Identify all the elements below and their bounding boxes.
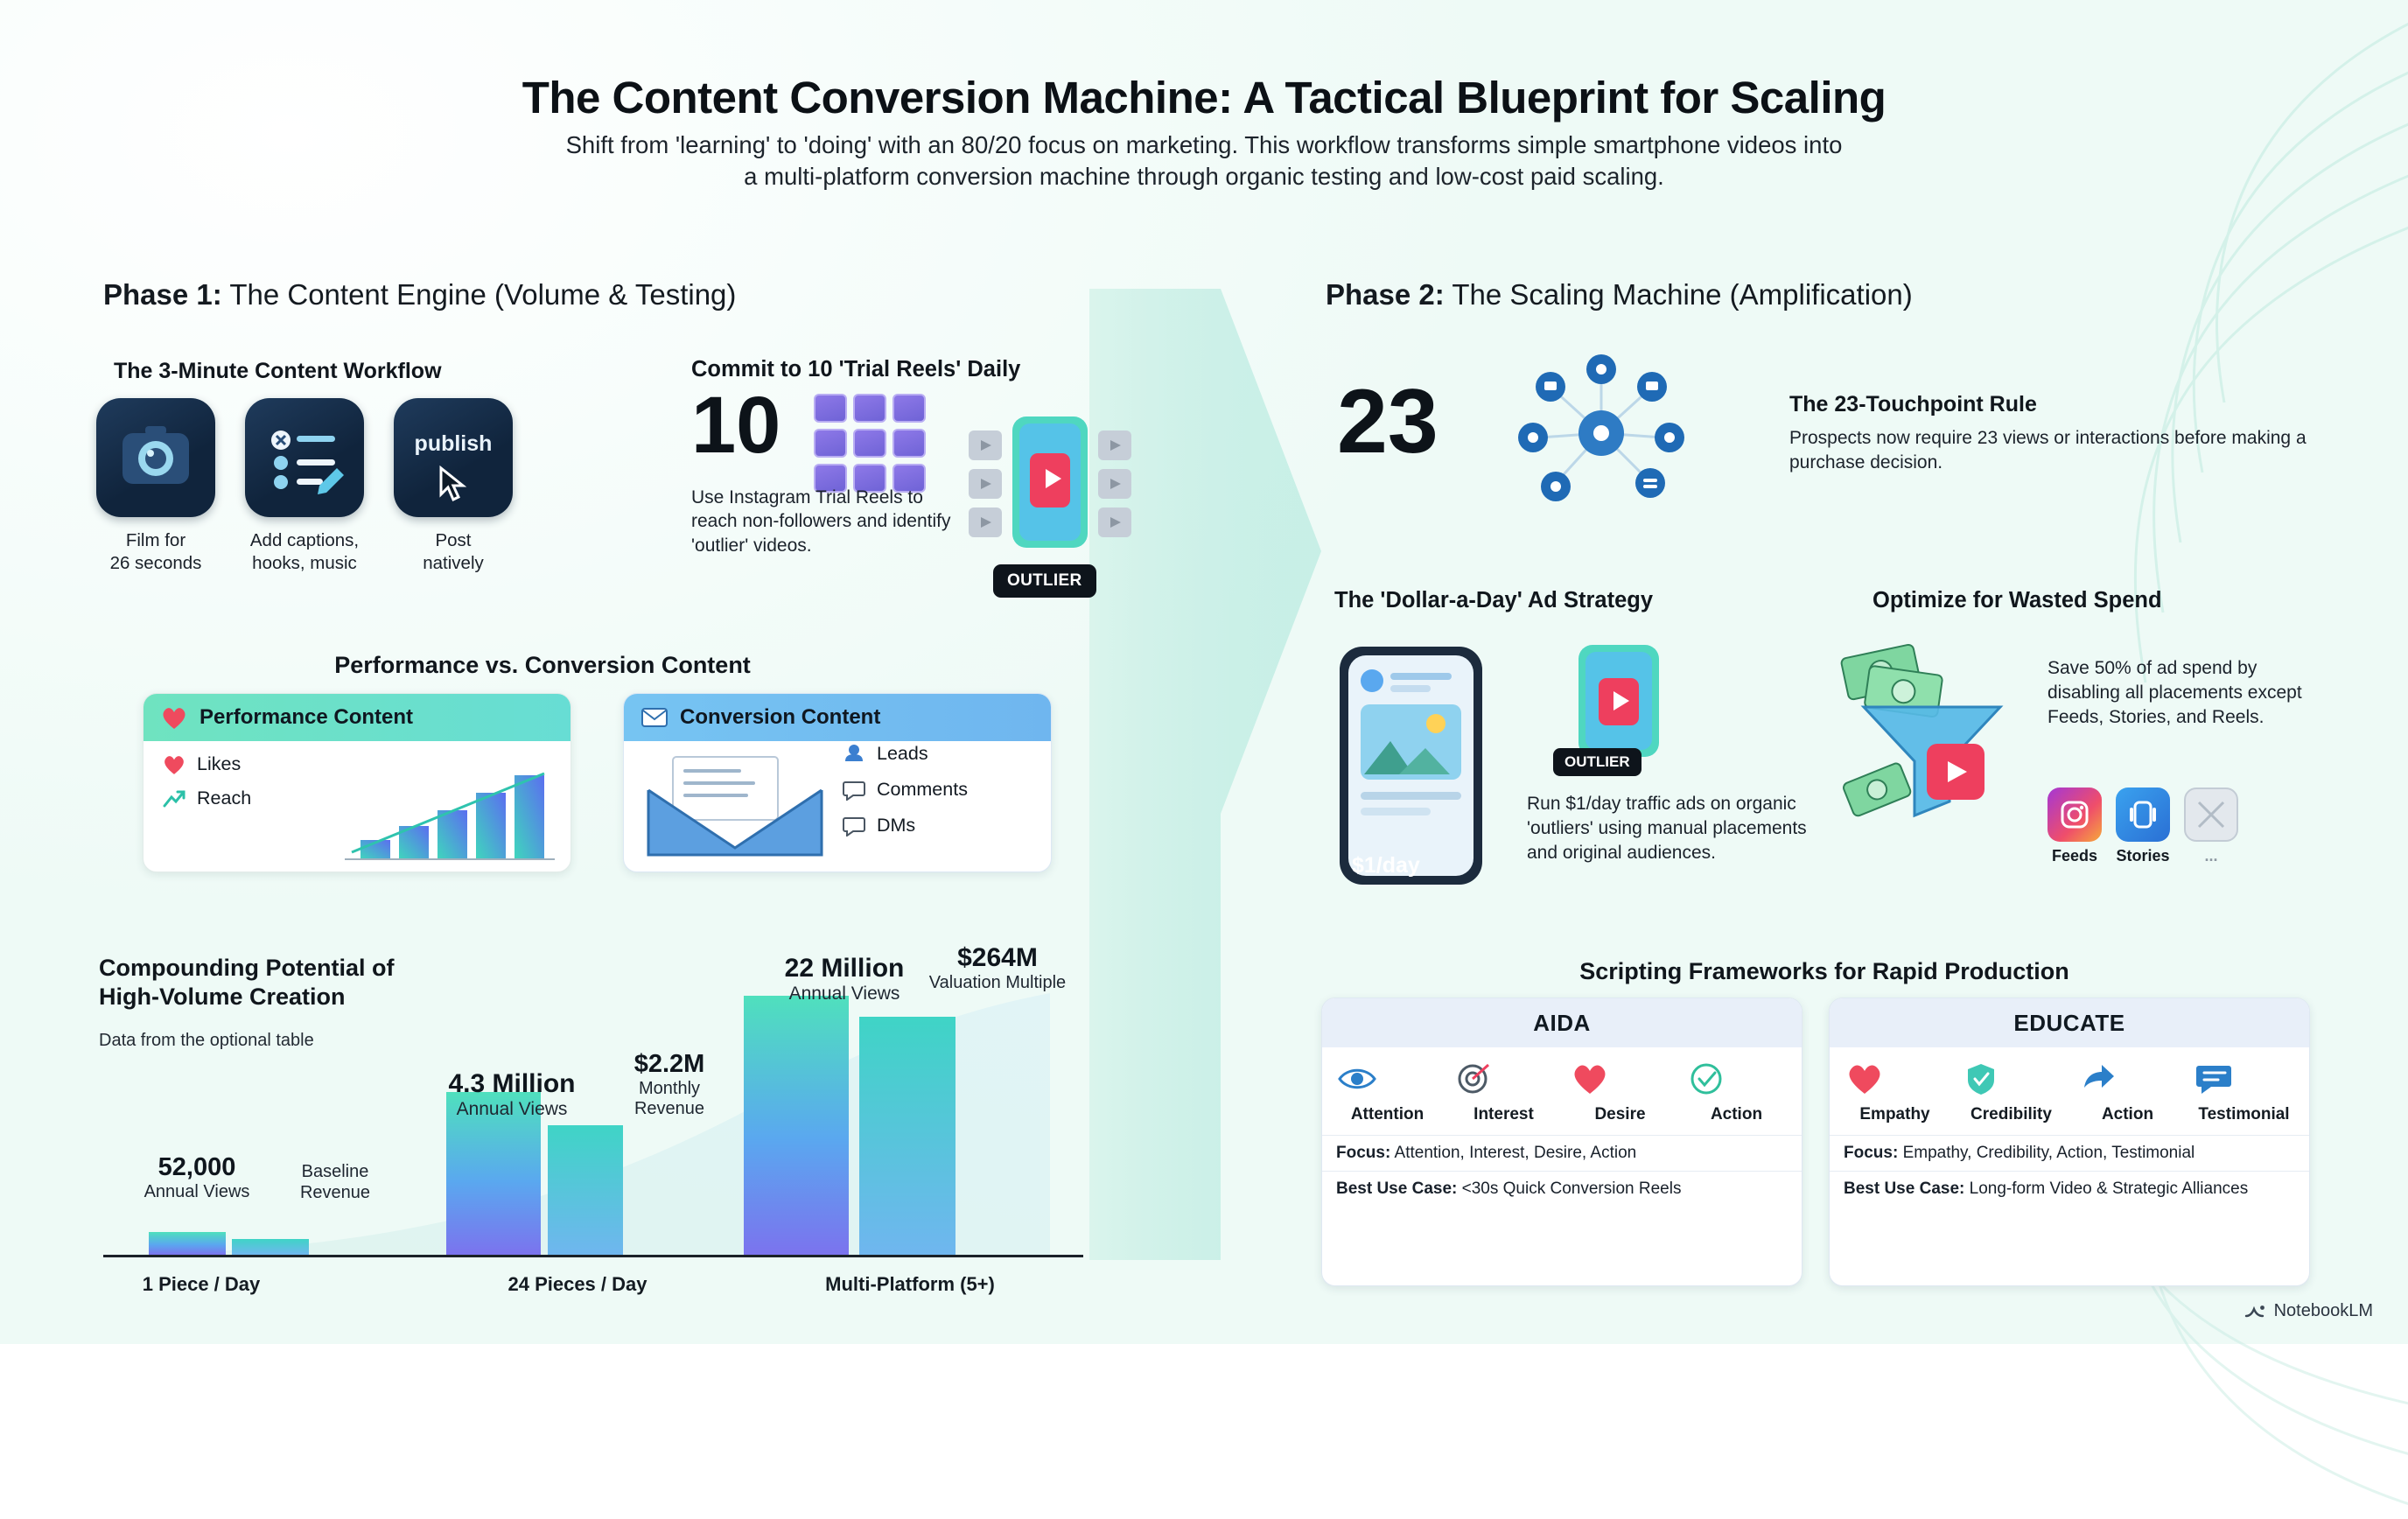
aida-interest [1453, 1061, 1555, 1124]
educate-credibility [1961, 1061, 2062, 1124]
heart-icon [163, 754, 186, 775]
compounding-subtitle: Data from the optional table [99, 1031, 314, 1050]
workflow-step-publish-line1: Post [435, 530, 472, 550]
workflow-step-film [96, 398, 215, 574]
educate-action-label: Action [2101, 1105, 2154, 1124]
workflow-step-publish-line2: natively [423, 552, 484, 573]
conversion-content-card [623, 693, 1052, 872]
target-icon [1453, 1061, 1555, 1096]
workflow-step-film-line2: 26 seconds [109, 552, 202, 573]
educate-action [2077, 1061, 2179, 1124]
leads-icon [843, 744, 865, 765]
outlier-phone-icon [967, 411, 1133, 586]
conversion-item-comments [843, 779, 968, 801]
aida-action-label: Action [1710, 1105, 1763, 1124]
reach-arrow-icon [163, 788, 186, 809]
workflow-steps [96, 398, 513, 574]
performance-item-likes-label: Likes [197, 753, 242, 774]
chart-label-1-piece: 52,000 Annual Views [144, 1153, 250, 1201]
workflow-title: The 3-Minute Content Workflow [114, 359, 442, 383]
workflow-step-captions-line2: hooks, music [252, 552, 357, 573]
chart-label-multi-views: 22 Million Annual Views [784, 954, 905, 1004]
aida-use-row [1322, 1171, 1802, 1207]
phase-1-heading [103, 278, 736, 312]
aida-use-value: <30s Quick Conversion Reels [1461, 1180, 1682, 1198]
placement-disabled [2184, 788, 2238, 865]
conversion-item-dms-label: DMs [877, 815, 916, 836]
envelope-icon [641, 707, 668, 728]
shield-check-icon [1961, 1061, 2062, 1096]
aida-desire-label: Desire [1594, 1105, 1646, 1124]
phase-2-label: Phase 2: [1326, 278, 1445, 311]
touchpoint-title: The 23-Touchpoint Rule [1789, 392, 2037, 416]
publish-label: publish [414, 431, 493, 456]
touchpoint-text: Prospects now require 23 views or interactions before making a purchase decision. [1789, 428, 2306, 472]
compounding-title-line1: Compounding Potential of [99, 955, 395, 981]
conversion-item-dms [843, 815, 968, 836]
dollar-a-day-phone-label: $1/day [1352, 853, 1420, 878]
aida-desire [1570, 1061, 1671, 1124]
heart-icon [161, 706, 187, 730]
aida-attention-label: Attention [1350, 1105, 1424, 1124]
chart-label-24-pieces-revenue: $2.2M Monthly Revenue [634, 1050, 705, 1118]
aida-focus-row [1322, 1135, 1802, 1171]
chart-category-1: 1 Piece / Day [142, 1273, 261, 1295]
placement-disabled-label: ... [2204, 847, 2218, 864]
grid-cell [814, 429, 847, 458]
chart-label-baseline: Baseline Revenue [299, 1162, 371, 1202]
performance-content-header: Performance Content [200, 705, 414, 729]
notebooklm-icon [2244, 1302, 2265, 1321]
dollar-a-day-title: The 'Dollar-a-Day' Ad Strategy [1334, 588, 1654, 612]
grid-cell [814, 394, 847, 423]
educate-testimonial [2194, 1061, 2295, 1124]
disabled-placement-icon [2184, 788, 2238, 842]
trial-reels-number: 10 [691, 381, 781, 470]
phase-1-label: Phase 1: [103, 278, 222, 311]
aida-use-label: Best Use Case: [1336, 1180, 1458, 1198]
educate-focus-label: Focus: [1844, 1144, 1899, 1162]
placement-feeds-label: Feeds [2051, 847, 2098, 864]
placement-list [2048, 788, 2238, 865]
camera-icon [96, 398, 215, 517]
educate-empathy-label: Empathy [1859, 1105, 1930, 1124]
captions-edit-icon [245, 398, 364, 517]
aida-focus-label: Focus: [1336, 1144, 1391, 1162]
outlier-badge: OUTLIER [993, 564, 1096, 598]
aida-focus-value: Attention, Interest, Desire, Action [1394, 1144, 1637, 1162]
share-arrow-icon [2077, 1061, 2179, 1096]
conversion-item-comments-label: Comments [877, 779, 968, 800]
page-subtitle [242, 130, 2166, 193]
educate-testimonial-label: Testimonial [2198, 1105, 2290, 1124]
wasted-spend-text: Save 50% of ad spend by disabling all placements except Feeds, Stories, and Reels. [2048, 658, 2302, 727]
notebooklm-brand: NotebookLM [2273, 1301, 2373, 1320]
mini-outlier-phone-icon [1566, 643, 1671, 761]
instagram-feed-icon [2048, 788, 2102, 842]
workflow-step-captions-line1: Add captions, [249, 530, 360, 550]
comment-icon [843, 780, 865, 801]
compounding-title-line2: High-Volume Creation [99, 983, 346, 1010]
chart-category-2: 24 Pieces / Day [508, 1273, 648, 1295]
stories-icon [2116, 788, 2170, 842]
conversion-item-leads-label: Leads [877, 743, 928, 764]
grid-cell [853, 394, 886, 423]
framework-aida-name: AIDA [1322, 998, 1802, 1047]
placement-stories [2116, 788, 2170, 865]
conversion-content-header: Conversion Content [680, 705, 881, 729]
check-circle-icon [1686, 1061, 1788, 1096]
workflow-step-film-line1: Film for [125, 530, 186, 550]
educate-credibility-label: Credibility [1970, 1105, 2052, 1124]
aida-interest-label: Interest [1474, 1105, 1534, 1124]
eye-icon [1337, 1061, 1438, 1096]
subtitle-line-2: a multi-platform conversion machine through organic testing and low-cost paid scaling. [744, 163, 1664, 191]
grid-cell [853, 429, 886, 458]
educate-use-row [1830, 1171, 2309, 1207]
aida-action [1686, 1061, 1788, 1124]
trial-reels-title: Commit to 10 'Trial Reels' Daily [691, 357, 1021, 382]
framework-educate-name: EDUCATE [1830, 998, 2309, 1047]
workflow-step-captions [245, 398, 364, 574]
notebooklm-footer [2244, 1301, 2373, 1321]
framework-card-educate [1829, 998, 2310, 1286]
chart-category-3: Multi-Platform (5+) [825, 1273, 995, 1295]
scripting-title: Scripting Frameworks for Rapid Production [1579, 958, 2069, 984]
trial-reels-grid [814, 394, 926, 493]
heart-icon [1844, 1061, 1946, 1096]
network-touchpoints-icon [1505, 350, 1698, 516]
placement-stories-label: Stories [2116, 847, 2170, 864]
mini-outlier-badge: OUTLIER [1553, 748, 1642, 776]
testimonial-icon [2194, 1061, 2295, 1096]
grid-cell [892, 429, 926, 458]
performance-bar-chart-decor [334, 768, 562, 866]
conversion-item-leads [843, 743, 968, 765]
dollar-a-day-text: Run $1/day traffic ads on organic 'outliers' using manual placements and original audiences. [1527, 794, 1807, 863]
subtitle-line-1: Shift from 'learning' to 'doing' with an 80/20 focus on marketing. This workflow transforms simple smartphone videos into [565, 131, 1843, 158]
performance-item-reach-label: Reach [197, 788, 252, 808]
educate-use-label: Best Use Case: [1844, 1180, 1965, 1198]
open-envelope-graphic [641, 752, 830, 861]
publish-cursor-icon [394, 398, 513, 517]
educate-focus-row [1830, 1135, 2309, 1171]
educate-empathy [1844, 1061, 1946, 1124]
educate-focus-value: Empathy, Credibility, Action, Testimonial [1902, 1144, 2195, 1162]
touchpoint-number: 23 [1337, 371, 1438, 472]
educate-use-value: Long-form Video & Strategic Alliances [1969, 1180, 2249, 1198]
funnel-money-icon [1829, 639, 2030, 822]
placement-feeds [2048, 788, 2102, 865]
grid-cell [892, 394, 926, 423]
dollar-a-day-phone-icon [1334, 643, 1488, 888]
phase-2-heading [1326, 278, 1913, 312]
chart-label-multi-valuation: $264M Valuation Multiple [928, 943, 1067, 992]
framework-card-aida [1321, 998, 1802, 1286]
phase-2-name: The Scaling Machine (Amplification) [1452, 278, 1913, 311]
dm-icon [843, 816, 865, 836]
page-title: The Content Conversion Machine: A Tactical Blueprint for Scaling [522, 73, 1886, 123]
performance-content-card [143, 693, 571, 872]
trial-reels-text: Use Instagram Trial Reels to reach non-followers and identify 'outlier' videos. [691, 487, 951, 556]
chart-label-24-pieces-views: 4.3 Million Annual Views [448, 1069, 576, 1119]
phase-1-name: The Content Engine (Volume & Testing) [229, 278, 737, 311]
wasted-spend-title: Optimize for Wasted Spend [1872, 588, 2162, 612]
workflow-step-publish [394, 398, 513, 574]
aida-attention [1337, 1061, 1438, 1124]
heart-icon [1570, 1061, 1671, 1096]
performance-vs-conversion-title: Performance vs. Conversion Content [334, 652, 751, 678]
chart-axis-line [103, 1255, 1083, 1257]
